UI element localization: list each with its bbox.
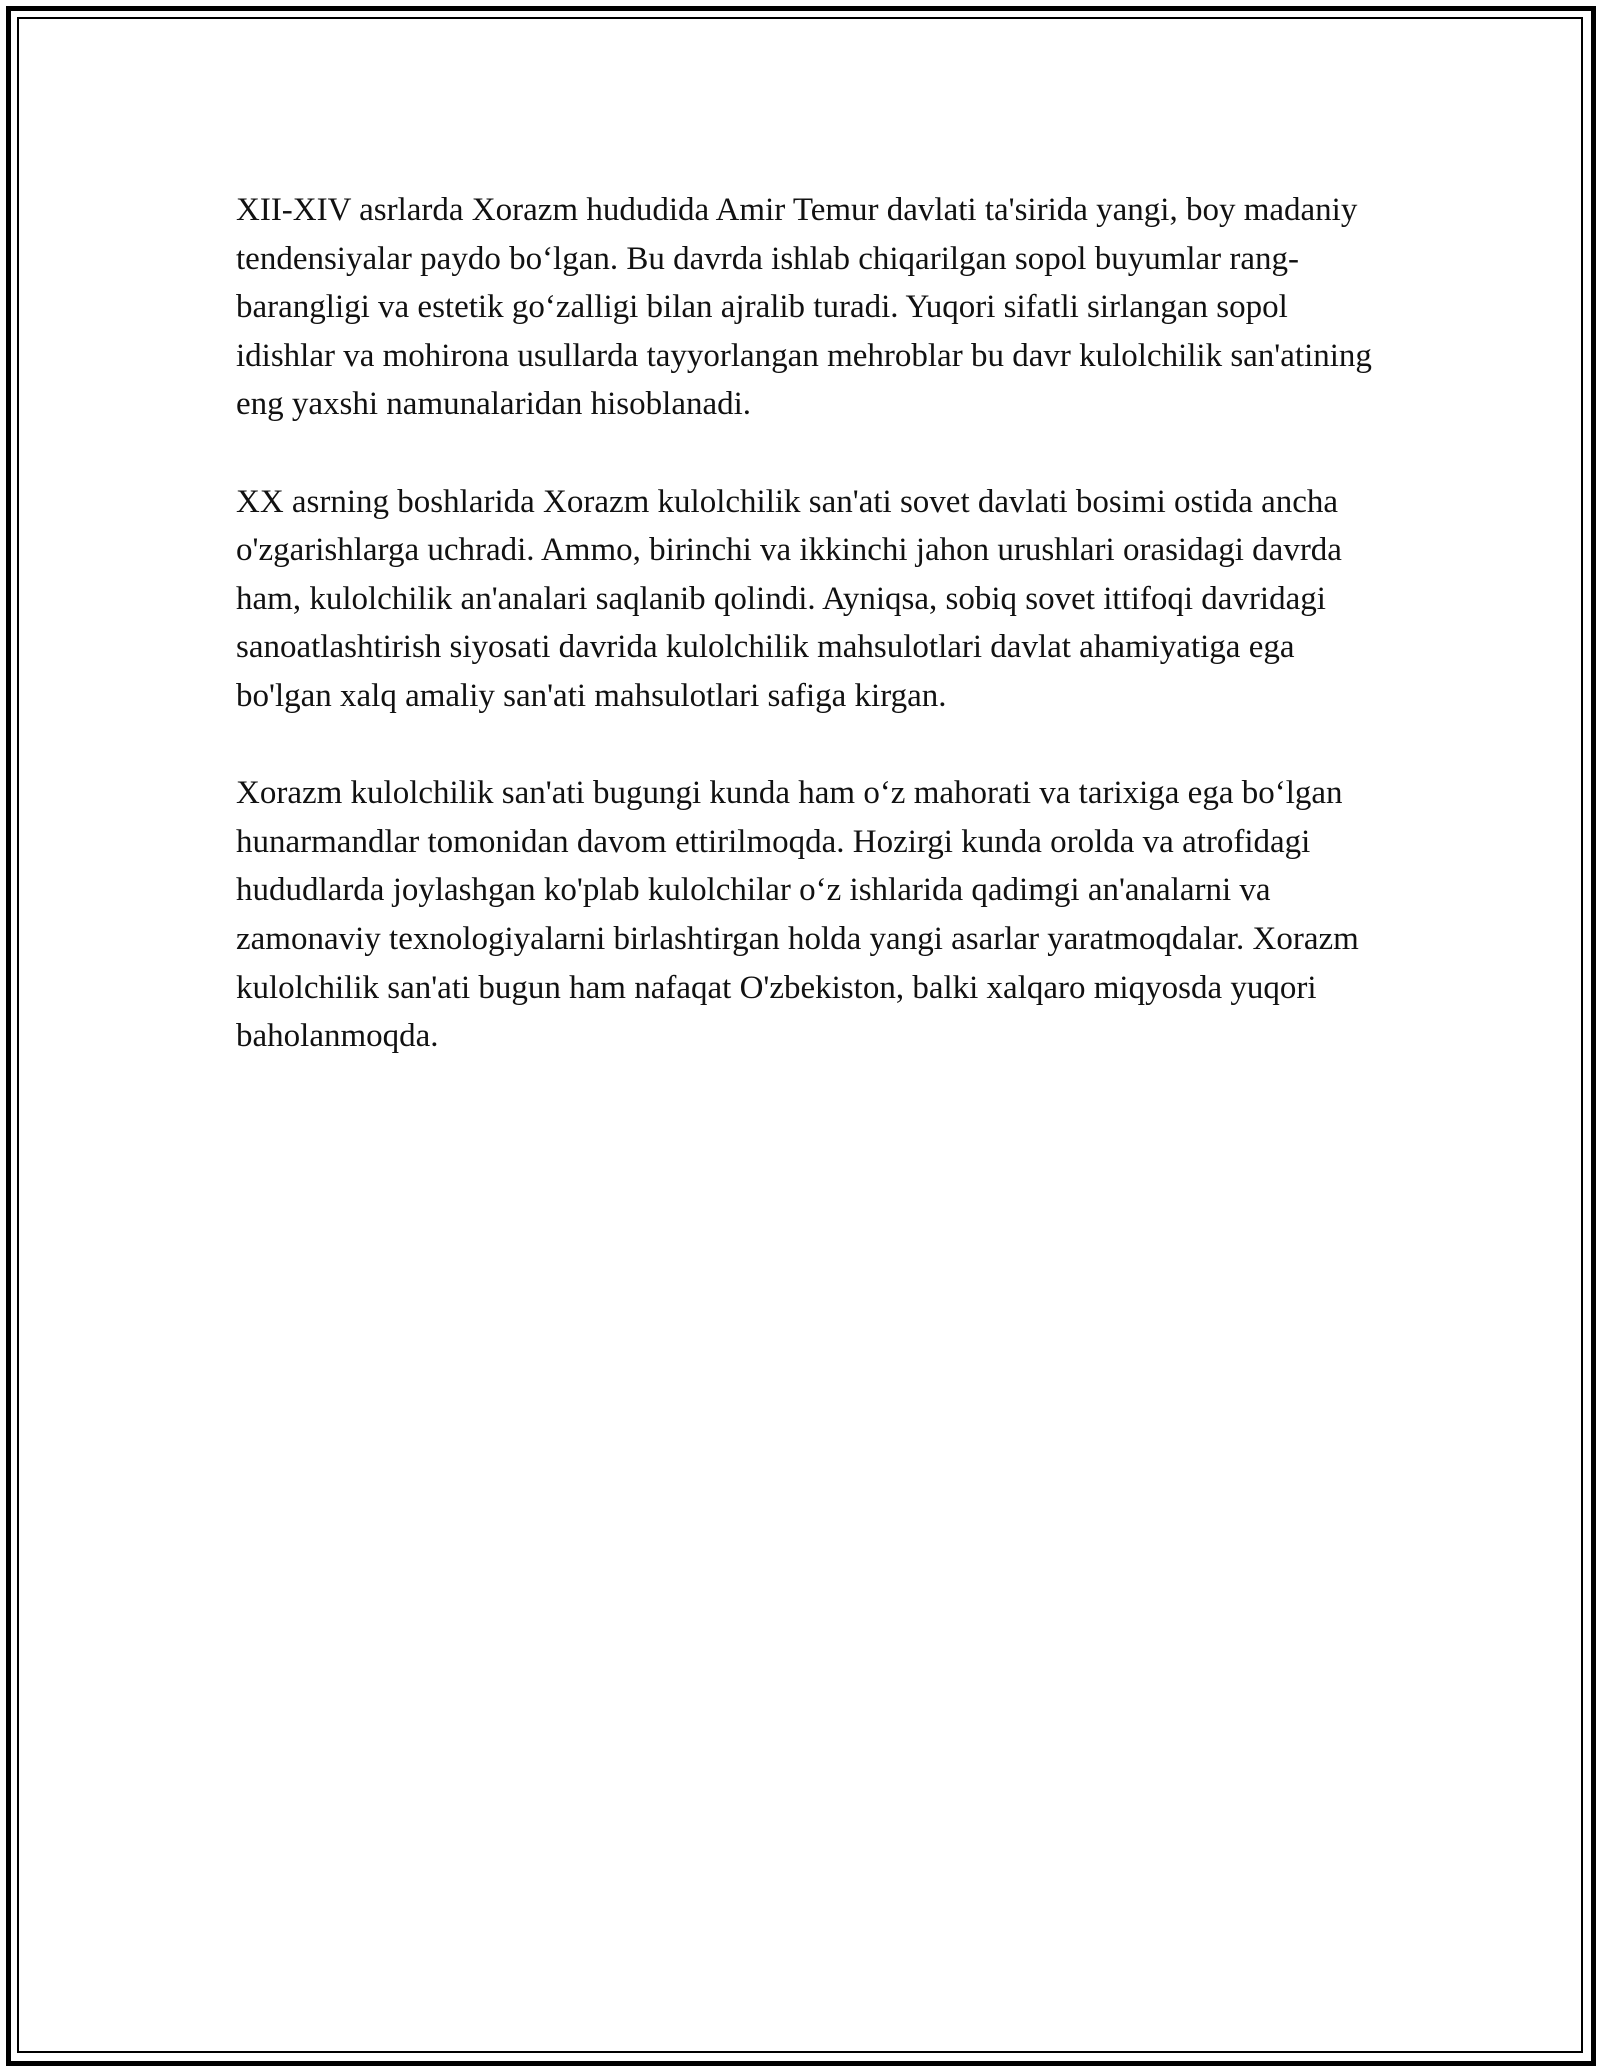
paragraph-2: XX asrning boshlarida Xorazm kulolchilik san'ati sovet davlati bosimi ostida ancha o'zgarishlarga uchradi. Ammo, birinchi va ikkinchi jahon urushlari orasidagi davrda ham, kulolchilik an'analari saqlanib qolindi. Ayniqsa, sobiq sovet ittifoqi davridagi sanoatlashtirish siyosati davrida kulolchilik mahsulotlari davlat ahamiyatiga ega bo'lgan xalq amaliy san'ati mahsulotlari safiga kirgan. <box>236 483 1342 714</box>
document-body <box>236 186 1376 1109</box>
paragraph-3: Xorazm kulolchilik san'ati bugungi kunda ham o‘z mahorati va tarixiga ega bo‘lgan hunarmandlar tomonidan davom ettirilmoqda. Hozirgi kunda orolda va atrofidagi hududlarda joylashgan ko'plab kulolchilar o‘z ishlarida qadimgi an'analarni va zamonaviy texnologiyalarni birlashtirgan holda yangi asarlar yaratmoqdalar. Xorazm kulolchilik san'ati bugun ham nafaqat O'zbekiston, balki xalqaro miqyosda yuqori baholanmoqda. <box>236 775 1359 1055</box>
paragraph-1: XII-XIV asrlarda Xorazm hududida Amir Temur davlati ta'sirida yangi, boy madaniy tendensiyalar paydo bo‘lgan. Bu davrda ishlab chiqarilgan sopol buyumlar rang-barangligi va estetik go‘zalligi bilan ajralib turadi. Yuqori sifatli sirlangan sopol idishlar va mohirona usullarda tayyorlangan mehroblar bu davr kulolchilik san'atining eng yaxshi namunalaridan hisoblanadi. <box>236 192 1372 423</box>
